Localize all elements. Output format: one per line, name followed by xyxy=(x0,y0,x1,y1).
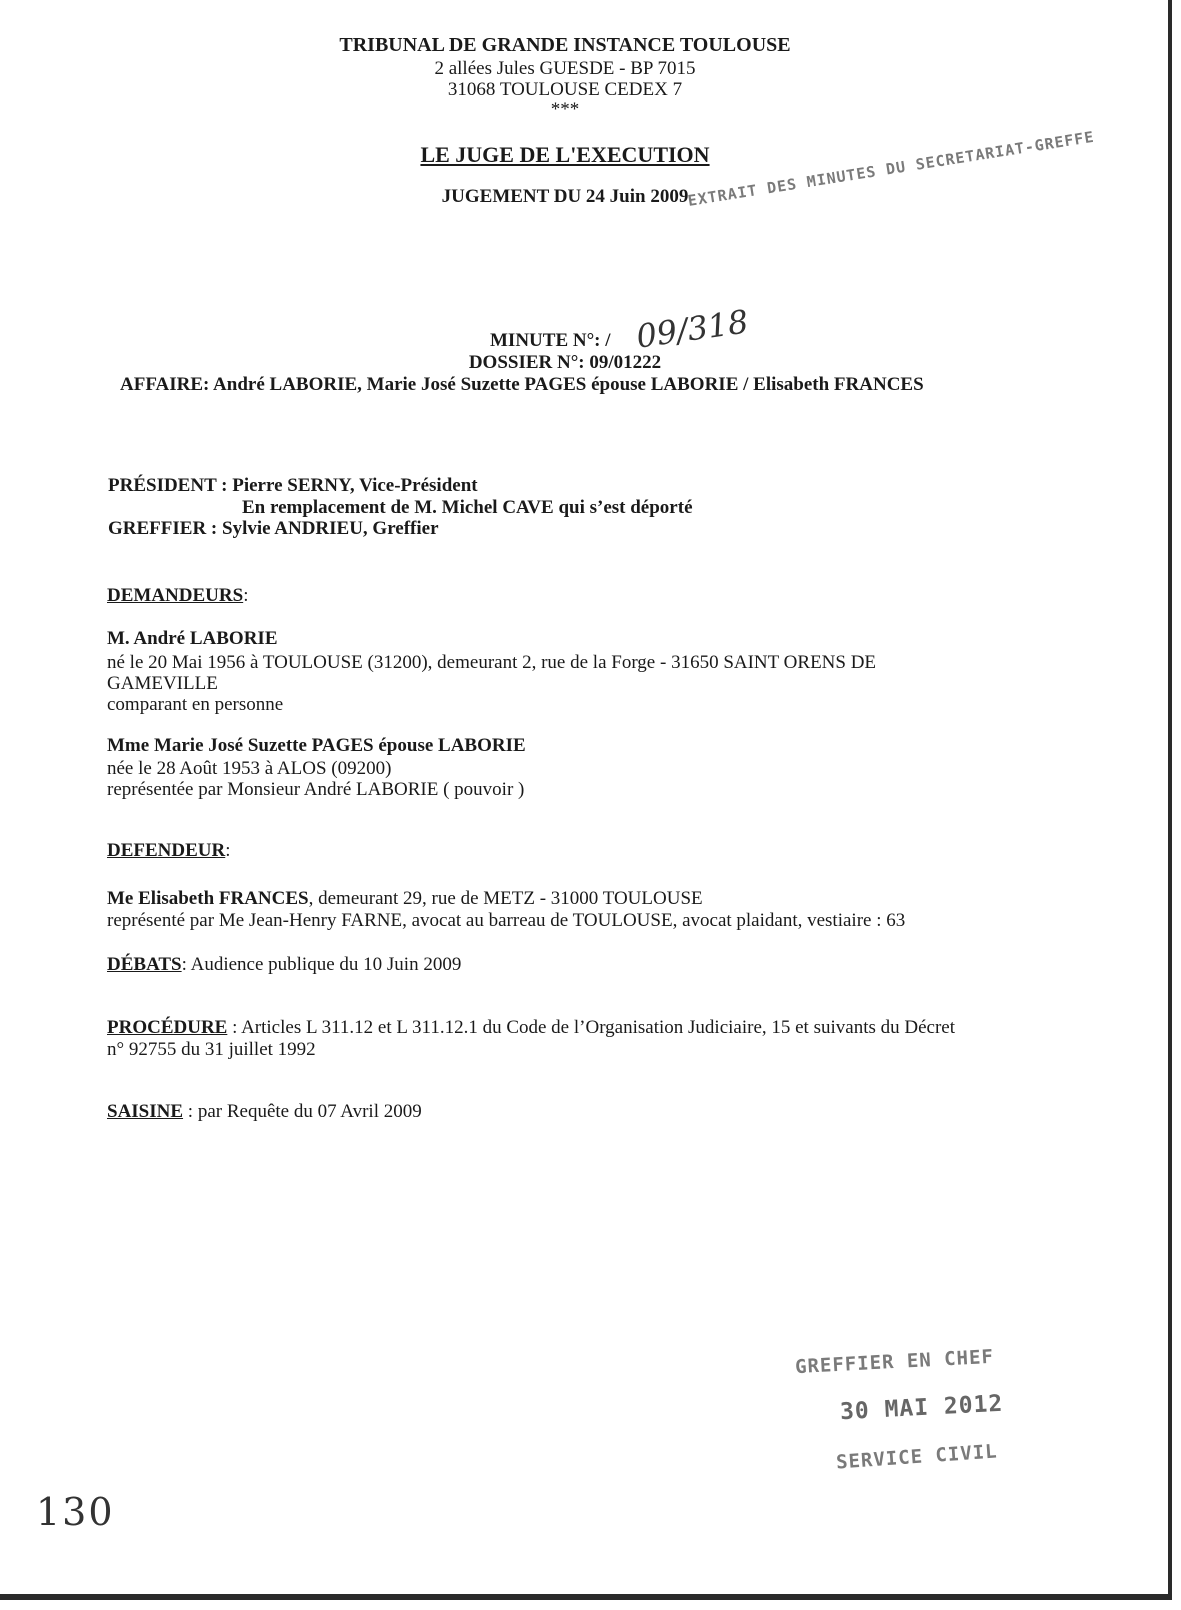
procedure-heading: PROCÉDURE xyxy=(107,1017,228,1038)
greffier-en-chef-stamp: GREFFIER EN CHEF xyxy=(794,1345,995,1379)
minute-number-handwritten: 09/318 xyxy=(633,302,751,356)
judgment-date: JUGEMENT DU 24 Juin 2009 xyxy=(441,186,689,207)
stamp-date: 30 MAI 2012 xyxy=(839,1390,1004,1426)
header-separator: *** xyxy=(550,99,580,120)
defendeur-heading-colon: : xyxy=(225,840,231,861)
demandeurs-heading-colon: : xyxy=(243,585,249,606)
demandeur-1-line1: né le 20 Mai 1956 à TOULOUSE (31200), demeurant 2, rue de la Forge - 31650 SAINT ORENS DE xyxy=(107,652,877,673)
demandeur-2-line1: née le 28 Août 1953 à ALOS (09200) xyxy=(107,758,392,779)
debats-heading: DÉBATS xyxy=(107,954,182,975)
minute-number-label: MINUTE N°: / xyxy=(490,330,611,351)
demandeur-1-line3: comparant en personne xyxy=(107,694,284,715)
defendeur-line2: représenté par Me Jean-Henry FARNE, avocat au barreau de TOULOUSE, avocat plaidant, vestiaire : 63 xyxy=(107,910,906,931)
handwritten-page-number: 130 xyxy=(36,1490,115,1534)
demandeur-2-line2: représentée par Monsieur André LABORIE ( pouvoir ) xyxy=(107,779,525,800)
service-civil-stamp: SERVICE CIVIL xyxy=(835,1440,999,1474)
court-name: TRIBUNAL DE GRANDE INSTANCE TOULOUSE xyxy=(339,34,791,56)
saisine-heading: SAISINE xyxy=(107,1101,184,1122)
greffier-line: GREFFIER : Sylvie ANDRIEU, Greffier xyxy=(108,518,439,539)
demandeur-1-line2: GAMEVILLE xyxy=(107,673,218,694)
debats-line xyxy=(107,954,461,976)
procedure-text: : Articles L 311.12 et L 311.12.1 du Code de l’Organisation Judiciaire, 15 et suivants du Décret xyxy=(227,1017,955,1038)
extrait-stamp: EXTRAIT DES MINUTES DU SECRETARIAT-GREFFE xyxy=(686,127,1096,210)
saisine-text: : par Requête du 07 Avril 2009 xyxy=(183,1101,422,1122)
affaire-line: AFFAIRE: André LABORIE, Marie José Suzette PAGES épouse LABORIE / Elisabeth FRANCES xyxy=(120,374,924,395)
defendeur-heading-text: DEFENDEUR xyxy=(107,840,226,861)
defendeur-address: , demeurant 29, rue de METZ - 31000 TOULOUSE xyxy=(308,888,703,909)
defendeur-name: Me Elisabeth FRANCES xyxy=(107,888,309,909)
debats-text: : Audience publique du 10 Juin 2009 xyxy=(181,954,462,975)
document-title: LE JUGE DE L'EXECUTION xyxy=(420,142,710,167)
president-line: PRÉSIDENT : Pierre SERNY, Vice-Président xyxy=(108,475,478,496)
defendeur-line1 xyxy=(107,888,703,910)
defendeur-heading xyxy=(107,840,231,862)
demandeurs-heading-text: DEMANDEURS xyxy=(107,585,244,606)
court-address-line2: 31068 TOULOUSE CEDEX 7 xyxy=(447,79,683,100)
saisine-line xyxy=(107,1101,422,1123)
dossier-number: DOSSIER N°: 09/01222 xyxy=(468,352,662,373)
demandeur-1-name: M. André LABORIE xyxy=(107,628,278,649)
demandeurs-heading xyxy=(107,585,248,607)
court-address-line1: 2 allées Jules GUESDE - BP 7015 xyxy=(434,58,696,79)
demandeur-2-name: Mme Marie José Suzette PAGES épouse LABORIE xyxy=(107,735,526,756)
procedure-line2: n° 92755 du 31 juillet 1992 xyxy=(107,1039,316,1060)
president-replacement: En remplacement de M. Michel CAVE qui s’est déporté xyxy=(242,497,693,518)
procedure-line1 xyxy=(107,1017,955,1039)
